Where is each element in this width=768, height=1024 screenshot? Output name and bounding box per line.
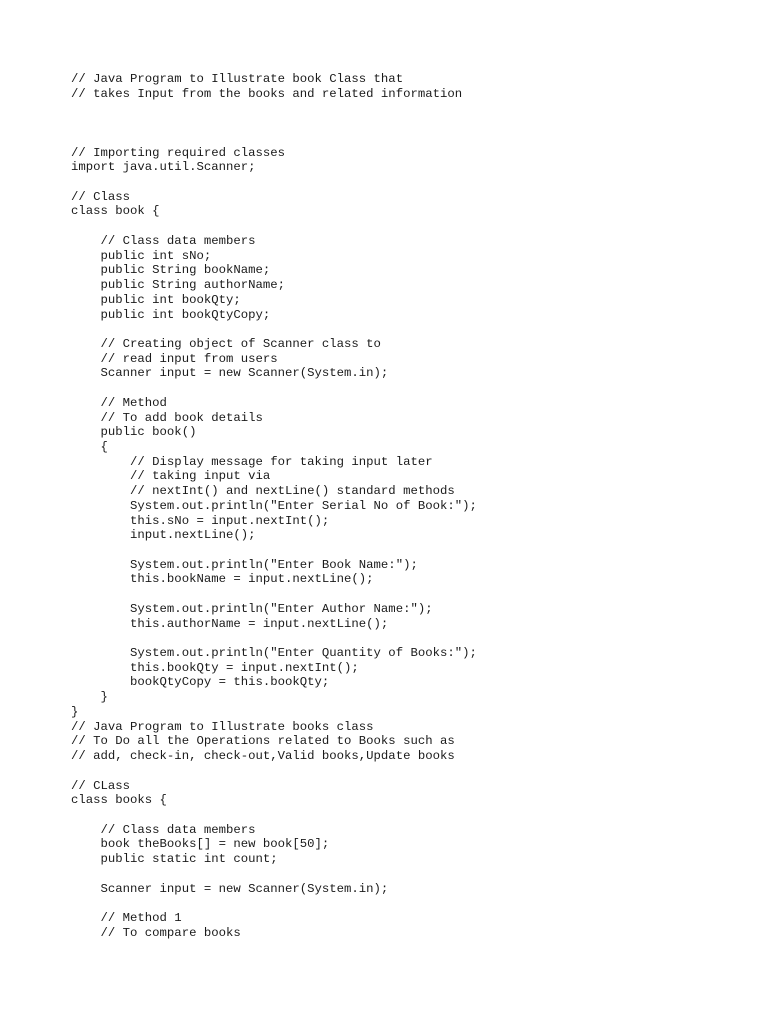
code-line: } <box>71 690 108 705</box>
code-line: System.out.println("Enter Author Name:"); <box>71 601 433 616</box>
code-line: input.nextLine(); <box>71 528 256 543</box>
code-line: // add, check-in, check-out,Valid books,Update books <box>71 749 455 764</box>
code-line: // Importing required classes <box>71 145 286 160</box>
code-line: bookQtyCopy = this.bookQty; <box>71 675 330 690</box>
code-line: Scanner input = new Scanner(System.in); <box>71 881 389 896</box>
code-line <box>71 867 477 882</box>
code-line: public String bookName; <box>71 263 271 278</box>
code-line: System.out.println("Enter Serial No of Book:"); <box>71 498 477 513</box>
code-line: public int sNo; <box>71 248 212 263</box>
code-line: // Java Program to Illustrate books class <box>71 719 374 734</box>
code-line <box>71 101 477 116</box>
code-line: Scanner input = new Scanner(System.in); <box>71 366 389 381</box>
code-line: // Class data members <box>71 233 256 248</box>
code-line: book theBooks[] = new book[50]; <box>71 837 330 852</box>
code-line: class books { <box>71 793 167 808</box>
code-line: // takes Input from the books and related information <box>71 86 463 101</box>
code-line: System.out.println("Enter Book Name:"); <box>71 557 418 572</box>
code-line: this.authorName = input.nextLine(); <box>71 616 389 631</box>
code-line: // Display message for taking input later <box>71 454 433 469</box>
code-line: // nextInt() and nextLine() standard methods <box>71 484 455 499</box>
code-line: // Class data members <box>71 822 256 837</box>
code-line: System.out.println("Enter Quantity of Books:"); <box>71 646 477 661</box>
code-line <box>71 219 477 234</box>
code-line: // Class <box>71 189 131 204</box>
code-line <box>71 322 477 337</box>
code-line: // To add book details <box>71 410 263 425</box>
code-line: public String authorName; <box>71 278 286 293</box>
code-line: class book { <box>71 204 160 219</box>
code-line: public int bookQtyCopy; <box>71 307 271 322</box>
code-line <box>71 175 477 190</box>
code-line <box>71 808 477 823</box>
code-line <box>71 131 477 146</box>
code-line: // read input from users <box>71 351 278 366</box>
code-line: // To Do all the Operations related to Books such as <box>71 734 455 749</box>
code-line: this.bookQty = input.nextInt(); <box>71 660 359 675</box>
code-line <box>71 116 477 131</box>
code-line: // To compare books <box>71 925 241 940</box>
code-line: // Method <box>71 395 167 410</box>
code-line: // Creating object of Scanner class to <box>71 336 381 351</box>
code-line: import java.util.Scanner; <box>71 160 256 175</box>
code-line: // CLass <box>71 778 131 793</box>
code-line: public book() <box>71 425 197 440</box>
code-listing <box>71 72 477 940</box>
code-line: // taking input via <box>71 469 271 484</box>
code-line: public static int count; <box>71 852 278 867</box>
code-line <box>71 543 477 558</box>
code-line <box>71 381 477 396</box>
code-line: // Method 1 <box>71 910 182 925</box>
code-line <box>71 631 477 646</box>
code-line: { <box>71 439 108 454</box>
code-line <box>71 587 477 602</box>
code-line <box>71 896 477 911</box>
code-line: this.bookName = input.nextLine(); <box>71 572 374 587</box>
code-line: } <box>71 704 79 719</box>
code-line: public int bookQty; <box>71 292 241 307</box>
code-line <box>71 764 477 779</box>
code-line: this.sNo = input.nextInt(); <box>71 513 330 528</box>
code-line: // Java Program to Illustrate book Class that <box>71 72 404 86</box>
